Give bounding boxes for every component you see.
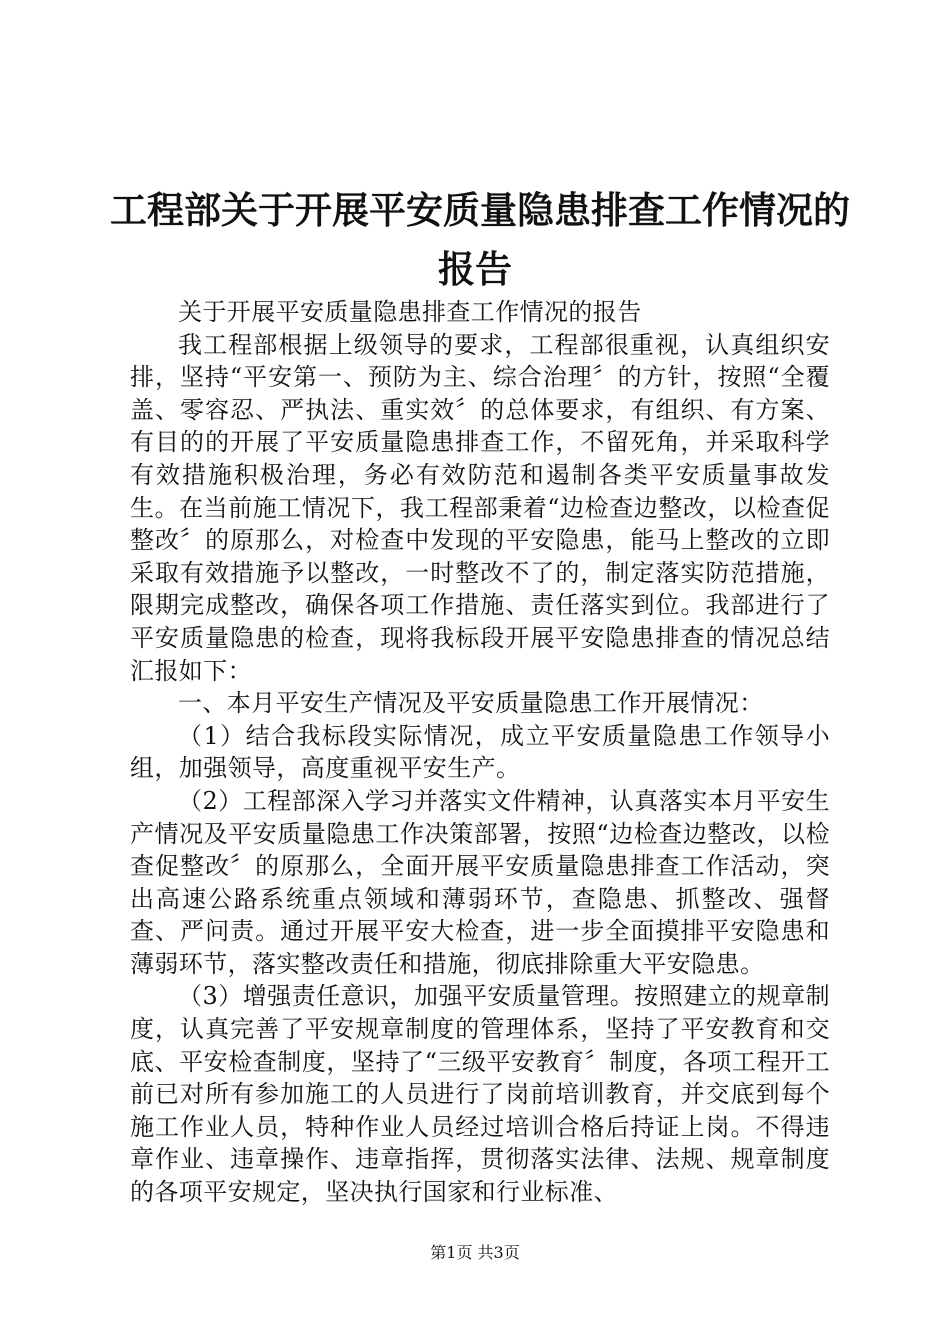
document-body — [130, 296, 830, 1209]
paragraph-subtitle: 关于开展平安质量隐患排查工作情况的报告 — [178, 298, 642, 326]
paragraph-intro: 我工程部根据上级领导的要求，工程部很重视，认真组织安排，坚持“平安第一、预防为主、综合治理〞的方针，按照“全覆盖、零容忍、严执法、重实效〞的总体要求，有组织、有方案、有目的的开展了平安质量隐患排查工作，不留死角，并采取科学有效措施积极治理，务必有效防范和遏制各类平安质量事故发生。在当前施工情况下，我工程部秉着“边检查边整改，以检查促整改〞的原那么，对检查中发现的平安隐患，能马上整改的立即采取有效措施予以整改，一时整改不了的，制定落实防范措施，限期完成整改，确保各项工作措施、责任落实到位。我部进行了平安质量隐患的检查，现将我标段开展平安隐患排查的情况总结汇报如下： — [130, 330, 830, 685]
paragraph-item-1: （1）结合我标段实际情况，成立平安质量隐患工作领导小组，加强领导，高度重视平安生产。 — [130, 721, 830, 783]
paragraph-item-3: （3）增强责任意识，加强平安质量管理。按照建立的规章制度，认真完善了平安规章制度的管理体系，坚持了平安教育和交底、平安检查制度，坚持了“三级平安教育〞制度，各项工程开工前已对所有参加施工的人员进行了岗前培训教育，并交底到每个施工作业人员，特种作业人员经过培训合格后持证上岗。不得违章作业、违章操作、违章指挥，贯彻落实法律、法规、规章制度的各项平安规定，坚决执行国家和行业标准、 — [130, 982, 830, 1207]
page-number-footer: 第1页 共3页 — [430, 1243, 520, 1262]
document-title-line-2: 报告 — [438, 247, 512, 291]
paragraph-item-2: （2）工程部深入学习并落实文件精神，认真落实本月平安生产情况及平安质量隐患工作决策部署，按照“边检查边整改，以检查促整改〞的原那么，全面开展平安质量隐患排查工作活动，突出高速公路系统重点领域和薄弱环节，查隐患、抓整改、强督查、严问责。通过开展平安大检查，进一步全面摸排平安隐患和薄弱环节，落实整改责任和措施，彻底排除重大平安隐患。 — [130, 786, 830, 978]
section-heading: 一、本月平安生产情况及平安质量隐患工作开展情况： — [178, 689, 764, 718]
document-title-line-1: 工程部关于开展平安质量隐患排查工作情况的 — [110, 188, 850, 232]
